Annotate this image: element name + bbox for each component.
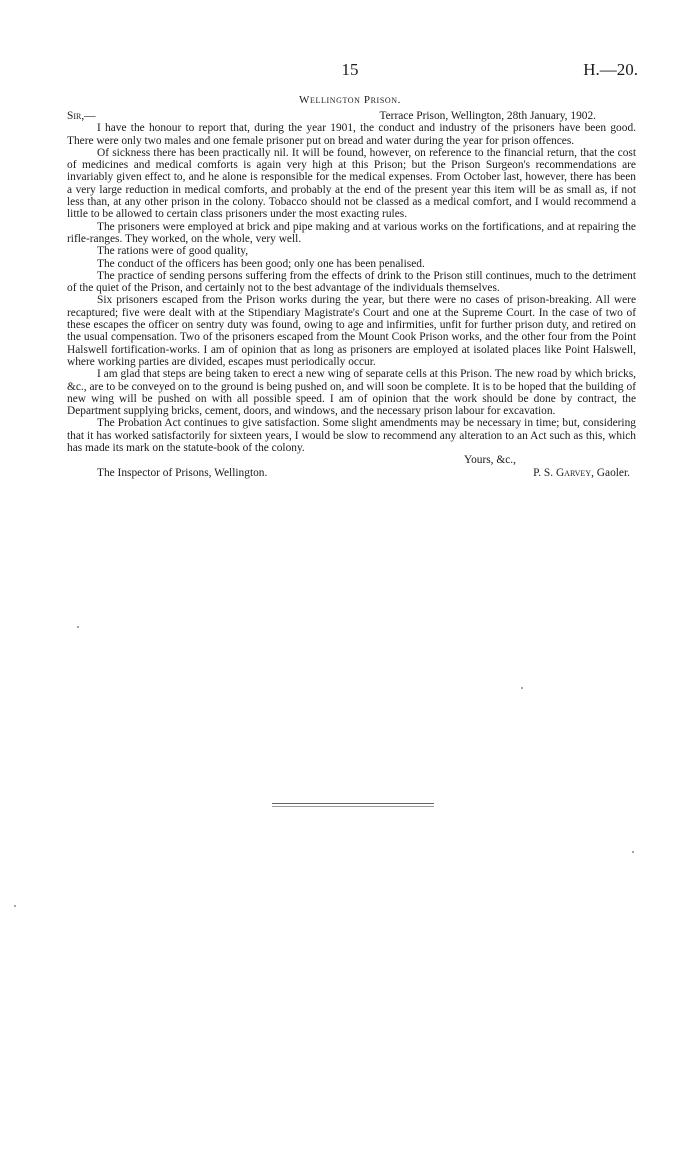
signatory [533,467,630,479]
paragraph: Six prisoners escaped from the Prison works during the year, but there were no cases of prison-breaking. All were recaptured; five were dealt with at the Stipendiary Magistrate's Court and one at the Supreme Court. In the case of two of these escapes the officer on sentry duty was found, owing to age and infirmities, unfit for further prison duty, and retired on the usual compensation. Two of the prisoners escaped from the Mount Cook Prison works, and the other four from the Point Halswell fortification-works. I am of opinion that as long as prisoners are employed at isolated places like Point Halswell, where working parties are divided, escapes must periodically occur. [67,294,636,368]
paragraph: The practice of sending persons suffering from the effects of drink to the Prison still continues, much to the detriment of the quiet of the Prison, and certainly not to the best advantage of the individuals themselves. [67,269,636,295]
addressee: The Inspector of Prisons, Wellington. [97,466,268,479]
paragraph: Of sickness there has been practically nil. It will be found, however, on reference to the financial return, that the cost of medicines and medical comforts is again very high at this Prison; but the Prison Surgeon's recommendations are invariably given effect to, and he alone is responsible for the medical expenses. From October last, however, there has been a very large reduction in medical comforts, and probably at the end of the present year this item will be as small as, if not less than, at any other prison in the colony. Tobacco should not be classed as a medical comfort, and I would recommend a little to be allowed to certain class prisoners under the most exacting rules. [67,146,636,221]
page-number: 15 [341,60,359,79]
salutation-row [67,110,636,122]
paragraph: The Probation Act continues to give satisfaction. Some slight amendments may be necessary in time; but, considering that it has worked satisfactorily for sixteen years, I would be slow to recommend any alteration to an Act such as this, which has made its mark on the statute-book of the colony. [67,417,636,455]
salutation: Sir,— [67,110,96,122]
scan-speck [521,687,523,689]
signatory-name: P. S. Garvey [533,466,592,479]
closing-row [67,454,636,466]
signature-row [67,467,636,479]
scan-speck [14,905,16,907]
letter-body [67,110,636,479]
scan-speck [77,626,79,628]
paragraph: I have the honour to report that, during the year 1901, the conduct and industry of the prisoners have been good. There were only two males and one female prisoner put on bread and water during the year for prison offences. [67,122,636,147]
document-reference: H.—20. [583,60,638,79]
signatory-title: , Gaoler. [591,466,630,479]
closing: Yours, &c., [463,454,516,467]
closing-rule [272,803,434,804]
paragraph: The conduct of the officers has been good; only one has been penalised. [97,257,425,270]
closing-rule-lower [272,806,434,807]
address-date-line: Terrace Prison, Wellington, 28th January, 1902. [379,110,596,122]
paragraph: I am glad that steps are being taken to erect a new wing of separate cells at this Prison. The new road by which bricks, &c., are to be conveyed on to the ground is being pushed on, and will soon be complete. It is to be hoped that the building of new wing will be pushed on with all possible speed. I am of opinion that the work should be done by contract, the Department supplying bricks, cement, doors, and windows, and the necessary prison labour for excavation. [67,368,636,418]
paragraph: The prisoners were employed at brick and pipe making and at various works on the fortifications, and at repairing the rifle-ranges. They worked, on the whole, very well. [67,220,636,245]
scan-speck [632,851,634,853]
section-heading: Wellington Prison. [299,94,401,106]
paragraph: The rations were of good quality, [97,245,249,258]
